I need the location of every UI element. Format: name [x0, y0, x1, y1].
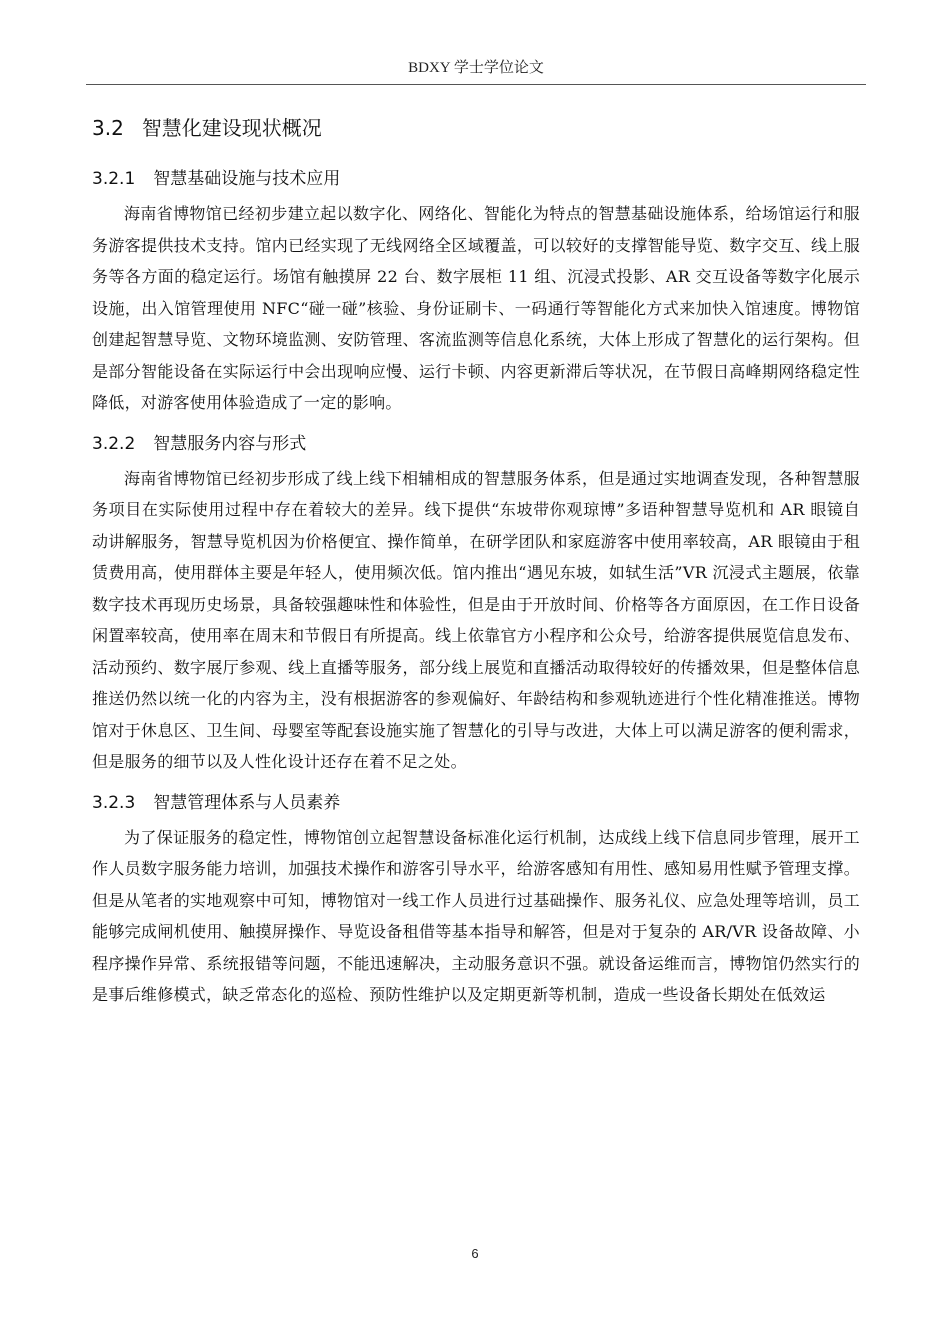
- subsection-title: 智慧管理体系与人员素养: [153, 792, 341, 813]
- subsection-heading-3-2-2: [92, 429, 860, 459]
- running-header: BDXY 学士学位论文: [408, 60, 544, 76]
- page-number: 6: [471, 1246, 479, 1261]
- subsection-number: 3.2.2: [92, 433, 136, 454]
- section-heading: [92, 110, 860, 154]
- paragraph-3-2-3: 为了保证服务的稳定性，博物馆创立起智慧设备标准化运行机制，达成线上线下信息同步管理，展开工作人员数字服务能力培训，加强技术操作和游客引导水平，给游客感知有用性、感知易用性赋予管理支撑。但是从笔者的实地观察中可知，博物馆对一线工作人员进行过基础操作、服务礼仪、应急处理等培训，员工能够完成闸机使用、触摸屏操作、导览设备租借等基本指导和解答，但是对于复杂的 AR/VR 设备故障、小程序操作异常、系统报错等问题，不能迅速解决，主动服务意识不强。就设备运维而言，博物馆仍然实行的是事后维修模式，缺乏常态化的巡检、预防性维护以及定期更新等机制，造成一些设备长期处在低效运: [92, 827, 860, 1004]
- subsection-title: 智慧服务内容与形式: [153, 433, 307, 454]
- section-title: 智慧化建设现状概况: [141, 116, 322, 140]
- page-body: [92, 110, 860, 1019]
- subsection-heading-3-2-1: [92, 164, 860, 194]
- header-divider: [86, 84, 866, 85]
- section-number: 3.2: [92, 116, 124, 140]
- subsection-title: 智慧基础设施与技术应用: [153, 169, 341, 189]
- subsection-number: 3.2.3: [92, 792, 136, 813]
- subsection-number: 3.2.1: [92, 169, 136, 189]
- paragraph-3-2-1: 海南省博物馆已经初步建立起以数字化、网络化、智能化为特点的智慧基础设施体系，给场馆运行和服务游客提供技术支持。馆内已经实现了无线网络全区域覆盖，可以较好的支撑智能导览、数字交互、线上服务等各方面的稳定运行。场馆有触摸屏 22 台、数字展柜 11 组、沉浸式投影、AR 交互设备等数字化展示设施，出入馆管理使用 NFC“碰一碰”核验、身份证刷卡、一码通行等智能化方式来加快入馆速度。博物馆创建起智慧导览、文物环境监测、安防管理、客流监测等信息化系统，大体上形成了智慧化的运行架构。但是部分智能设备在实际运行中会出现响应慢、运行卡顿、内容更新滞后等状况，在节假日高峰期网络稳定性降低，对游客使用体验造成了一定的影响。: [92, 204, 860, 412]
- paragraph-3-2-2: 海南省博物馆已经初步形成了线上线下相辅相成的智慧服务体系，但是通过实地调查发现，各种智慧服务项目在实际使用过程中存在着较大的差异。线下提供“东坡带你观琼博”多语种智慧导览机和 AR 眼镜自动讲解服务，智慧导览机因为价格便宜、操作简单，在研学团队和家庭游客中使用率较高，AR 眼镜由于租赁费用高，使用群体主要是年轻人，使用频次低。馆内推出“遇见东坡，如轼生活”VR 沉浸式主题展，依靠数字技术再现历史场景，具备较强趣味性和体验性，但是由于开放时间、价格等各方面原因，在工作日设备闲置率较高，使用率在周末和节假日有所提高。线上依靠官方小程序和公众号，给游客提供展览信息发布、活动预约、数字展厅参观、线上直播等服务，部分线上展览和直播活动取得较好的传播效果，但是整体信息推送仍然以统一化的内容为主，没有根据游客的参观偏好、年龄结构和参观轨迹进行个性化精准推送。博物馆对于休息区、卫生间、母婴室等配套设施实施了智慧化的引导与改进，大体上可以满足游客的便利需求，但是服务的细节以及人性化设计还存在着不足之处。: [92, 468, 860, 771]
- subsection-heading-3-2-3: [92, 788, 860, 818]
